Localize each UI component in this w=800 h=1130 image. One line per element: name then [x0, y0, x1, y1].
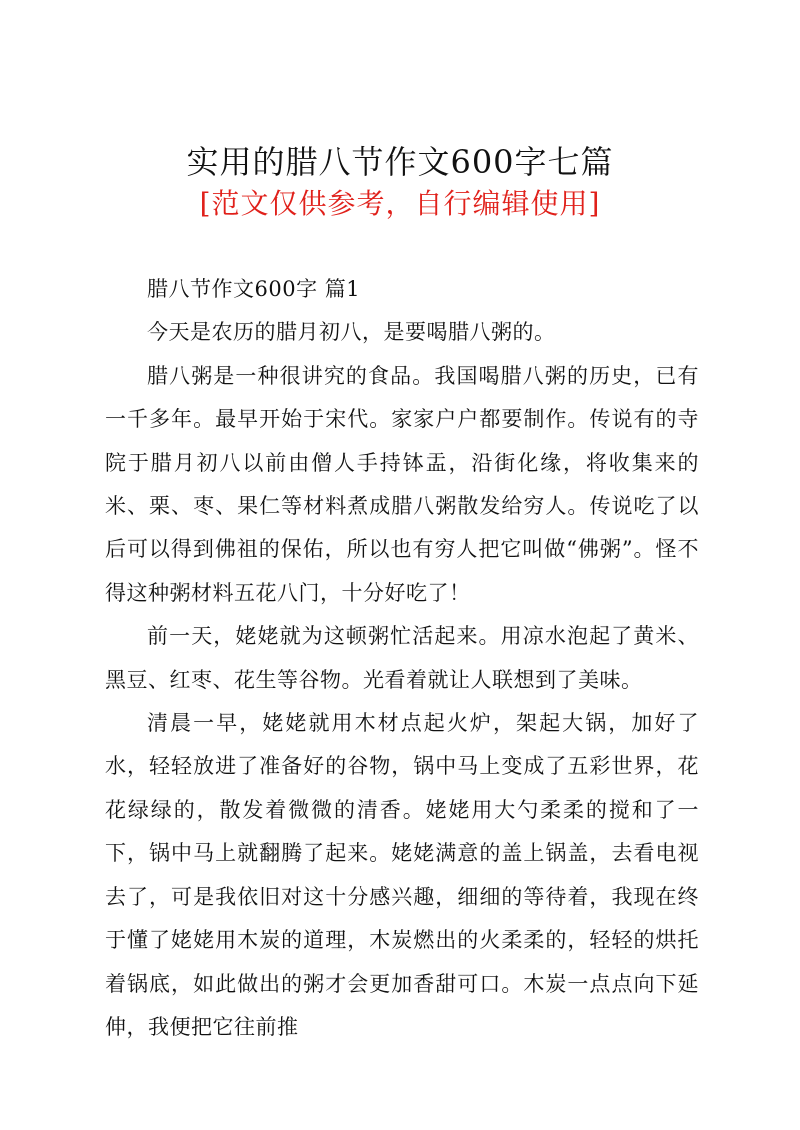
section-heading: 腊八节作文600字 篇1 [147, 277, 361, 301]
document-body [105, 268, 699, 1049]
paragraph-4: 清晨一早，姥姥就用木材点起火炉，架起大锅，加好了水，轻轻放进了准备好的谷物，锅中马上变成了五彩世界，花花绿绿的，散发着微微的清香。姥姥用大勺柔柔的搅和了一下，锅中马上就翻腾了起来。姥姥满意的盖上锅盖，去看电视去了，可是我依旧对这十分感兴趣，细细的等待着，我现在终于懂了姥姥用木炭的道理，木炭燃出的火柔柔的，轻轻的烘托着锅底，如此做出的粥才会更加香甜可口。木炭一点点向下延伸，我便把它往前推 [105, 711, 699, 1039]
document-title: 实用的腊八节作文600字七篇 [186, 143, 614, 181]
document-subtitle: [范文仅供参考，自行编辑使用] [199, 187, 601, 220]
paragraph-1: 今天是农历的腊月初八，是要喝腊八粥的。 [147, 320, 556, 345]
paragraph-3: 前一天，姥姥就为这顿粥忙活起来。用凉水泡起了黄米、黑豆、红枣、花生等谷物。光看着就让人联想到了美味。 [105, 624, 699, 692]
paragraph-2: 腊八粥是一种很讲究的食品。我国喝腊八粥的历史，已有一千多年。最早开始于宋代。家家户户都要制作。传说有的寺院于腊月初八以前由僧人手持钵盂，沿街化缘，将收集来的米、栗、枣、果仁等材料煮成腊八粥散发给穷人。传说吃了以后可以得到佛祖的保佑，所以也有穷人把它叫做“佛粥”。怪不得这种粥材料五花八门，十分好吃了！ [105, 363, 699, 605]
